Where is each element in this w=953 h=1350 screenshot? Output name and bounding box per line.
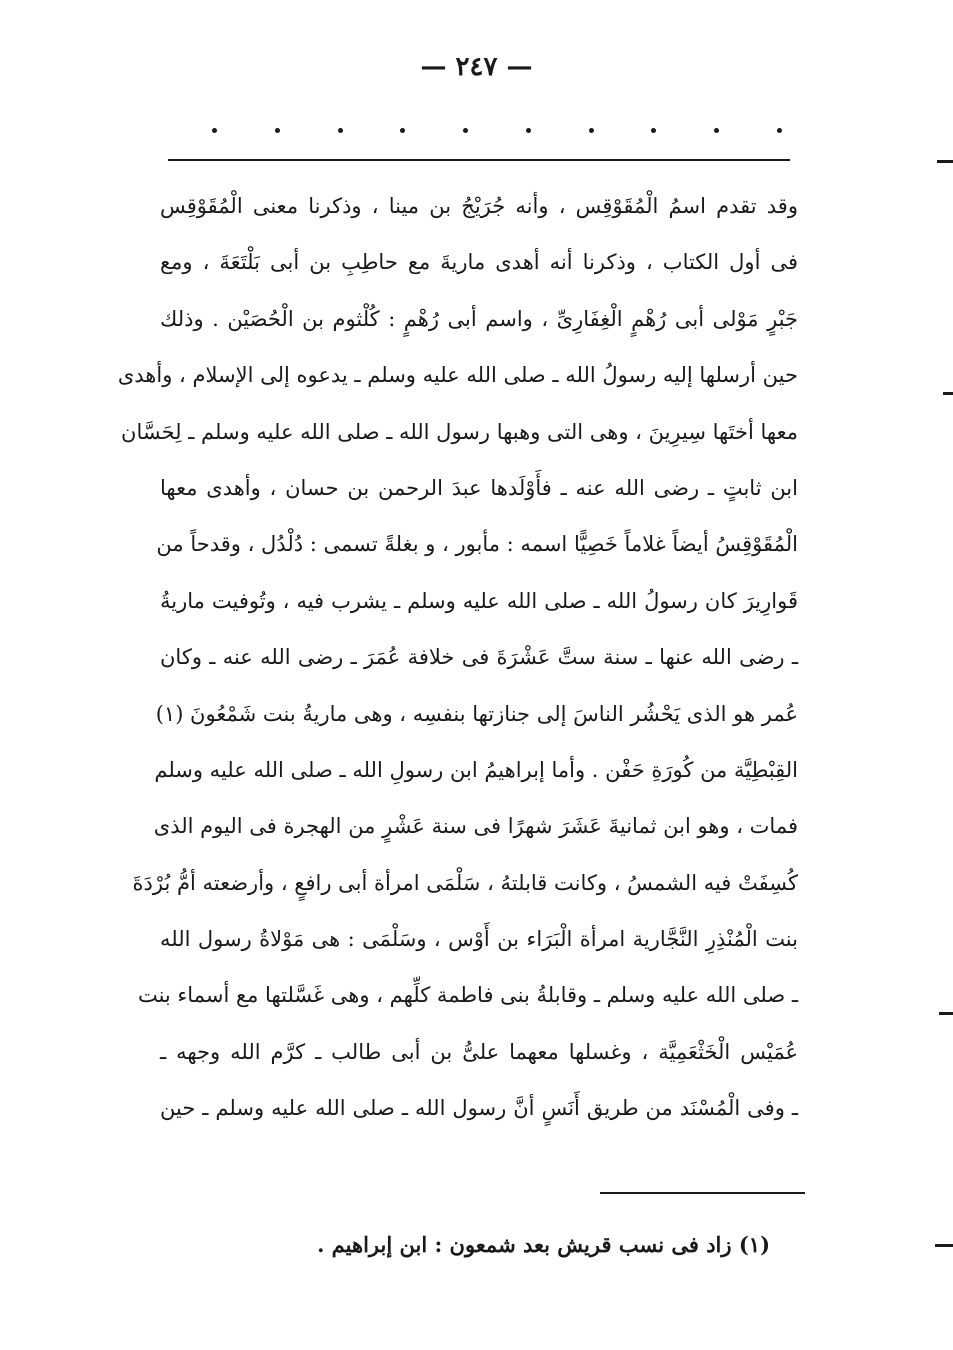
- header-rule: [168, 159, 790, 161]
- footnote-rule: [600, 1192, 805, 1194]
- text-line: عُمَيْس الْخَثْعَمِيَّة ، وغسلها معهما علىُّ بن أبى طالب ـ كرَّم الله وجهه ـ: [160, 1039, 798, 1064]
- ornament-dot: [338, 128, 343, 133]
- margin-mark: [937, 160, 953, 163]
- ornament-dot: [212, 128, 217, 133]
- text-line: قَوارِيرَ كان رسولُ الله ـ صلى الله عليه وسلم ـ يشرب فيه ، وتُوفيت ماريةُ: [160, 588, 798, 613]
- text-line: الْمُقَوْقِسُ أيضاً غلاماً خَصِيًّا اسمه : مأبور ، و بغلةً تسمى : دُلْدُل ، وقدحاً من: [156, 532, 798, 557]
- text-line: بنت الْمُنْذِرِ النَّجَّارية امرأة الْبَرَاء بن أَوْس ، وسَلْمَى : هى مَوْلاةُ رسول الله: [160, 927, 798, 952]
- text-line: ابن ثابتٍ ـ رضى الله عنه ـ فأَوْلَدها عبدَ الرحمن بن حسان ، وأهدى معها: [160, 475, 798, 500]
- ornament-dot: [463, 128, 468, 133]
- ornament-dots: [212, 128, 782, 133]
- footnote: (١) زاد فى نسب قريش بعد شمعون : ابن إبراهيم .: [317, 1232, 770, 1257]
- ornament-dot: [589, 128, 594, 133]
- text-line: فمات ، وهو ابن ثمانيةَ عَشَرَ شهرًا فى سنة عَشْرٍ من الهجرة فى اليوم الذى: [153, 814, 798, 839]
- text-line: معها أختَها سِيرِينَ ، وهى التى وهبها رسول الله ـ صلى الله عليه وسلم ـ لِحَسَّان: [121, 419, 798, 444]
- page-number: — ٢٤٧ —: [420, 52, 533, 82]
- margin-mark: [943, 392, 953, 395]
- ornament-dot: [400, 128, 405, 133]
- text-line: القِبْطِيَّة من كُورَةِ حَفْن . وأما إبراهيمُ ابن رسولِ الله ـ صلى الله عليه وسلم: [154, 757, 798, 782]
- body-text: [117, 178, 798, 1137]
- ornament-dot: [275, 128, 280, 133]
- text-line: عُمر هو الذى يَحْشُر الناسَ إلى جنازتها بنفسِه ، وهى ماريةُ بنت شَمْعُونَ (١): [155, 701, 798, 726]
- ornament-dot: [777, 128, 782, 133]
- text-line: وقد تقدم اسمُ الْمُقَوْقِس ، وأنه جُرَيْجُ بن مينا ، وذكرنا معنى الْمُقَوْقِس: [160, 194, 798, 218]
- text-line: ـ صلى الله عليه وسلم ـ وقابلةُ بنى فاطمة كلِّهم ، وهى غَسَّلتها مع أسماء بنت: [137, 983, 798, 1008]
- text-line: ـ وفى الْمُسْنَد من طريق أَنَسٍ أنَّ رسول الله ـ صلى الله عليه وسلم ـ حين: [160, 1096, 798, 1121]
- text-line: حين أرسلها إليه رسولُ الله ـ صلى الله عليه وسلم ـ يدعوه إلى الإسلام ، وأهدى: [117, 363, 798, 388]
- margin-mark: [935, 1244, 953, 1247]
- text-line: كُسِفَتْ فيه الشمسُ ، وكانت قابلتهُ ، سَلْمَى امرأة أبى رافعٍ ، وأرضعته أمُّ بُرْدَةَ: [132, 870, 798, 895]
- ornament-dot: [526, 128, 531, 133]
- text-line: جَبْرٍ مَوْلى أبى رُهْمٍ الْغِفَارِىِّ ، واسم أبى رُهْمٍ : كُلْثوم بن الْحُصَيْن . وذلك: [160, 306, 798, 331]
- text-line: ـ رضى الله عنها ـ سنة ستَّ عَشْرَةَ فى خلافة عُمَرَ ـ رضى الله عنه ـ وكان: [160, 645, 798, 670]
- margin-mark: [939, 1012, 953, 1015]
- ornament-dot: [714, 128, 719, 133]
- text-line: فى أول الكتاب ، وذكرنا أنه أهدى ماريةَ مع حاطِبِ بن أبى بَلْتَعَةَ ، ومع: [160, 250, 798, 275]
- ornament-dot: [651, 128, 656, 133]
